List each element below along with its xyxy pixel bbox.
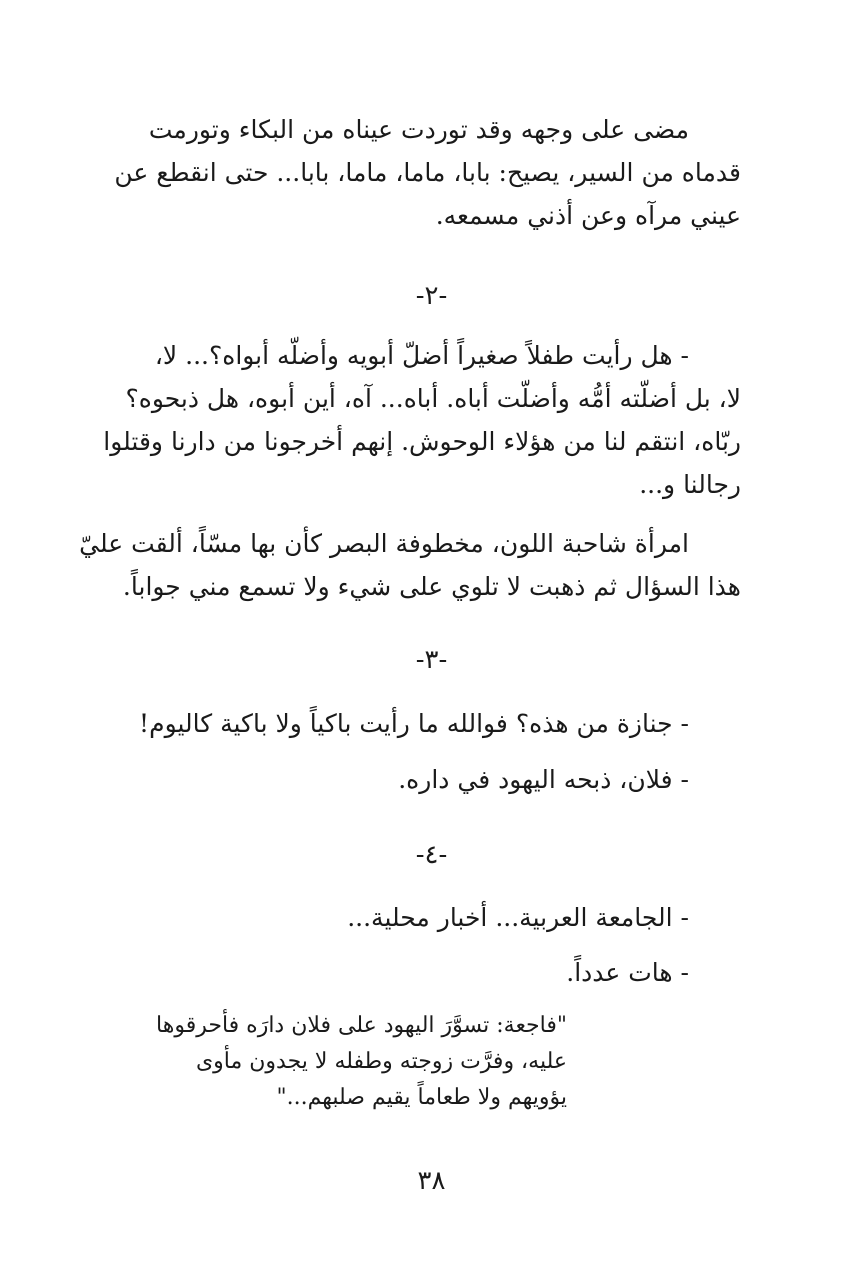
section-number-3: -٣-	[415, 645, 448, 675]
paragraph-line: مضى على وجهه وقد توردت عيناه من البكاء وتورمت	[148, 115, 689, 144]
section-2-dialog-paragraph	[103, 334, 741, 506]
newspaper-quote	[121, 1008, 567, 1116]
opening-paragraph	[114, 108, 741, 237]
paragraph-line: عيني مرآه وعن أذني مسمعه.	[435, 201, 741, 230]
paragraph-line: لا، بل أضلّته أمُّه وأضلّت أباه. أباه... آه، أين أبوه، هل ذبحوه؟	[125, 384, 741, 413]
section-number-4: -٤-	[415, 840, 448, 870]
dialogue-line: - فلان، ذبحه اليهود في داره.	[398, 765, 689, 794]
section-2-narration-paragraph	[79, 522, 741, 608]
paragraph-line: ربّاه، انتقم لنا من هؤلاء الوحوش. إنهم أخرجونا من دارنا وقتلوا	[103, 427, 741, 456]
dialogue-line: - هات عدداً.	[566, 958, 689, 987]
paragraph-line: رجالنا و...	[639, 470, 741, 499]
paragraph-line: هذا السؤال ثم ذهبت لا تلوي على شيء ولا تسمع مني جواباً.	[122, 572, 741, 601]
dialogue-line: - الجامعة العربية... أخبار محلية...	[347, 903, 689, 932]
paragraph-line: - هل رأيت طفلاً صغيراً أضلّ أبويه وأضلّه أبواه؟... لا،	[154, 341, 689, 370]
page-number: ٣٨	[417, 1166, 446, 1196]
quote-line: "فاجعة: تسوَّرَ اليهود على فلان دارَه فأحرقوها	[156, 1013, 567, 1038]
section-number-2: -٢-	[415, 281, 448, 311]
quote-line: يؤويهم ولا طعاماً يقيم صلبهم..."	[276, 1085, 567, 1110]
paragraph-line: قدماه من السير، يصيح: بابا، ماما، ماما، بابا... حتى انقطع عن	[114, 158, 741, 187]
dialogue-line: - جنازة من هذه؟ فوالله ما رأيت باكياً ولا باكية كاليوم!	[139, 709, 689, 738]
quote-line: عليه، وفرَّت زوجته وطفله لا يجدون مأوى	[195, 1049, 567, 1074]
paragraph-line: امرأة شاحبة اللون، مخطوفة البصر كأن بها مسّاً، ألقت عليّ	[79, 529, 689, 558]
